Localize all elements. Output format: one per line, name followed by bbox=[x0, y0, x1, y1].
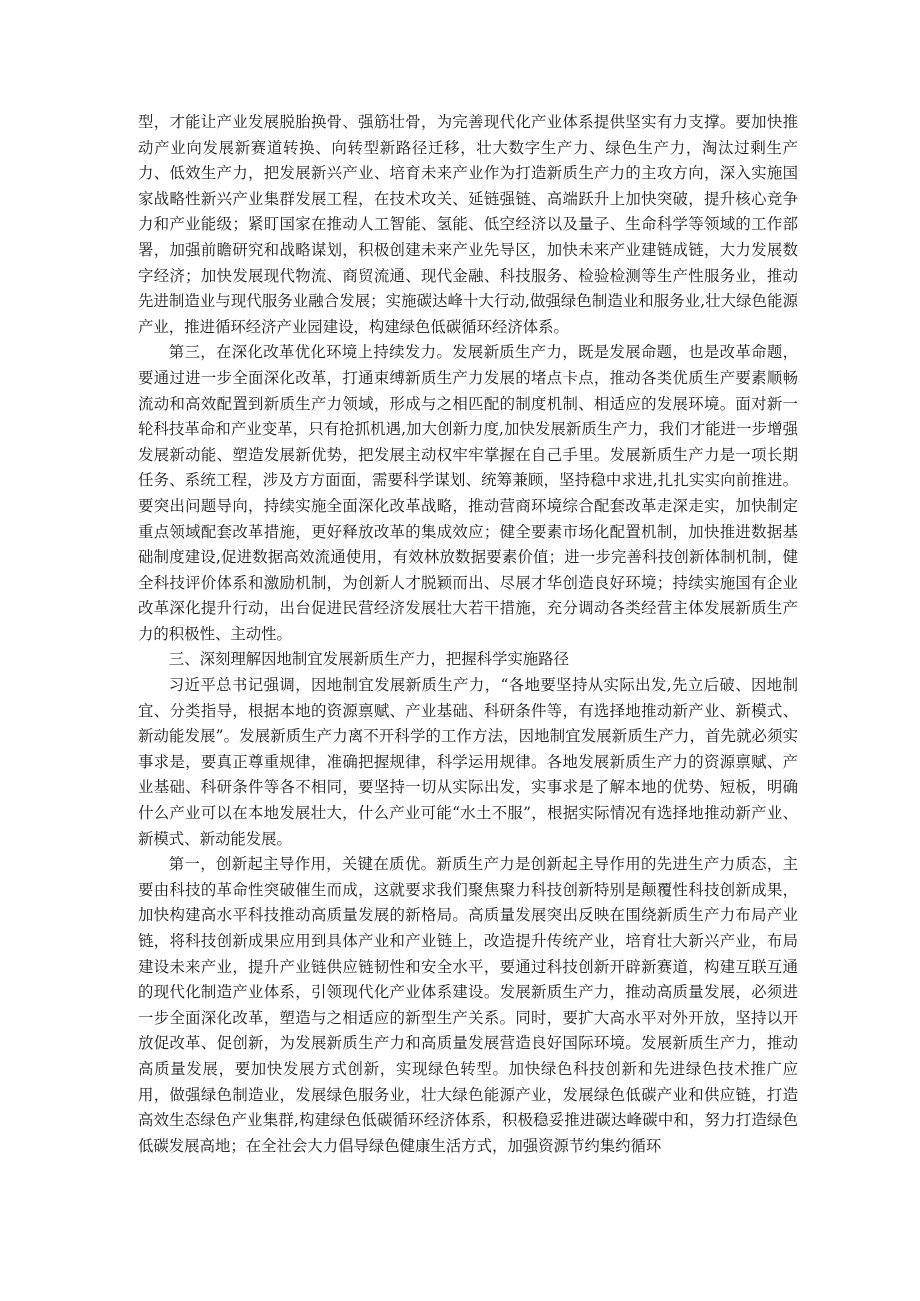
paragraph-local-conditions: 习近平总书记强调，因地制宜发展新质生产力，“各地要坚持从实际出发,先立后破、因地制宜、分类指导，根据本地的资源禀赋、产业基础、科研条件等，有选择地推动新产业、新模式、新动能发展”。发展新质生产力离不开科学的工作方法，因地制宜发展新质生产力，首先就必须实事求是，要真正尊重规律，准确把握规律，科学运用规律。各地发展新质生产力的资源禀赋、产业基础、科研条件等各不相同，要坚持一切从实际出发，实事求是了解本地的优势、短板，明确什么产业可以在本地发展壮大，什么产业可能“水土不服”，根据实际情况有选择地推动新产业、新模式、新动能发展。 bbox=[138, 676, 798, 848]
paragraph-reform-environment: 第三，在深化改革优化环境上持续发力。发展新质生产力，既是发展命题，也是改革命题，要通过进一步全面深化改革，打通束缚新质生产力发展的堵点卡点，推动各类优质生产要素顺畅流动和高效配置到新质生产力领域，形成与之相匹配的制度机制、相适应的发展环境。面对新一轮科技革命和产业变革，只有抢抓机遇,加大创新力度,加快发展新质生产力，我们才能进一步增强发展新动能、塑造发展新优势，把发展主动权牢牢掌握在自己手里。发展新质生产力是一项长期任务、系统工程，涉及方方面面，需要科学谋划、统筹兼顾，坚持稳中求进,扎扎实实向前推进。要突出问题导向，持续实施全面深化改革战略，推动营商环境综合配套改革走深走实，加快制定重点领域配套改革措施，更好释放改革的集成效应；健全要素市场化配置机制，加快推进数据基础制度建设,促进数据高效流通使用，有效林放数据要素价值；进一步完善科技创新体制机制，健全科技评价体系和激励机制，为创新人才脱颖而出、尽展才华创造良好环境；持续实施国有企业改革深化提升行动，出台促进民营经济发展壮大若干措施，充分调动各类经营主体发展新质生产力的积极性、主动性。 bbox=[138, 343, 798, 643]
paragraph-industry-system: 型，才能让产业发展脱胎换骨、强筋壮骨，为完善现代化产业体系提供坚实有力支撑。要加快推动产业向发展新赛道转换、向转型新路径迁移，壮大数字生产力、绿色生产力，淘汰过剩生产力、低效生产力，把发展新兴产业、培育未来产业作为打造新质生产力的主攻方向，深入实施国家战略性新兴产业集群发展工程，在技术攻关、延链强链、高端跃升上加快突破，提升核心竞争力和产业能级；紧盯国家在推动人工智能、氢能、低空经济以及量子、生命科学等领域的工作部署，加强前瞻研究和战略谋划，积极创建未来产业先导区，加快未来产业建链成链，大力发展数字经济；加快发展现代物流、商贸流通、现代金融、科技服务、检验检测等生产性服务业，推动先进制造业与现代服务业融合发展；实施碳达峰十大行动,做强绿色制造业和服务业,壮大绿色能源产业，推进循环经济产业园建设，构建绿色低碳循环经济体系。 bbox=[138, 113, 798, 336]
paragraph-innovation-leading: 第一，创新起主导作用，关键在质优。新质生产力是创新起主导作用的先进生产力质态，主要由科技的革命性突破催生而成，这就要求我们聚焦聚力科技创新特别是颠覆性科技创新成果，加快构建高水平科技推动高质量发展的新格局。高质量发展突出反映在围绕新质生产力布局产业链，将科技创新成果应用到具体产业和产业链上，改造提升传统产业，培育壮大新兴产业，布局建设未来产业，提升产业链供应链韧性和安全水平，要通过科技创新开辟新赛道，构建互联互通的现代化制造产业体系，引领现代化产业体系建设。发展新质生产力，推动高质量发展，必须进一步全面深化改革，塑造与之相适应的新型生产关系。同时，要扩大高水平对外开放，坚持以开放促改革、促创新，为发展新质生产力和高质量发展营造良好国际环境。发展新质生产力，推动高质量发展，要加快发展方式创新，实现绿色转型。加快绿色科技创新和先进绿色技术推广应用，做强绿色制造业，发展绿色服务业，壮大绿色能源产业，发展绿色低碳产业和供应链，打造高效生态绿色产业集群,构建绿色低碳循环经济体系，积极稳妥推进碳达峰碳中和，努力打造绿色低碳发展高地；在全社会大力倡导绿色健康生活方式，加强资源节约集约循环 bbox=[138, 855, 798, 1155]
section-heading: 三、深刻理解因地制宜发展新质生产力，把握科学实施路径 bbox=[168, 650, 569, 669]
document-page bbox=[138, 110, 798, 1159]
